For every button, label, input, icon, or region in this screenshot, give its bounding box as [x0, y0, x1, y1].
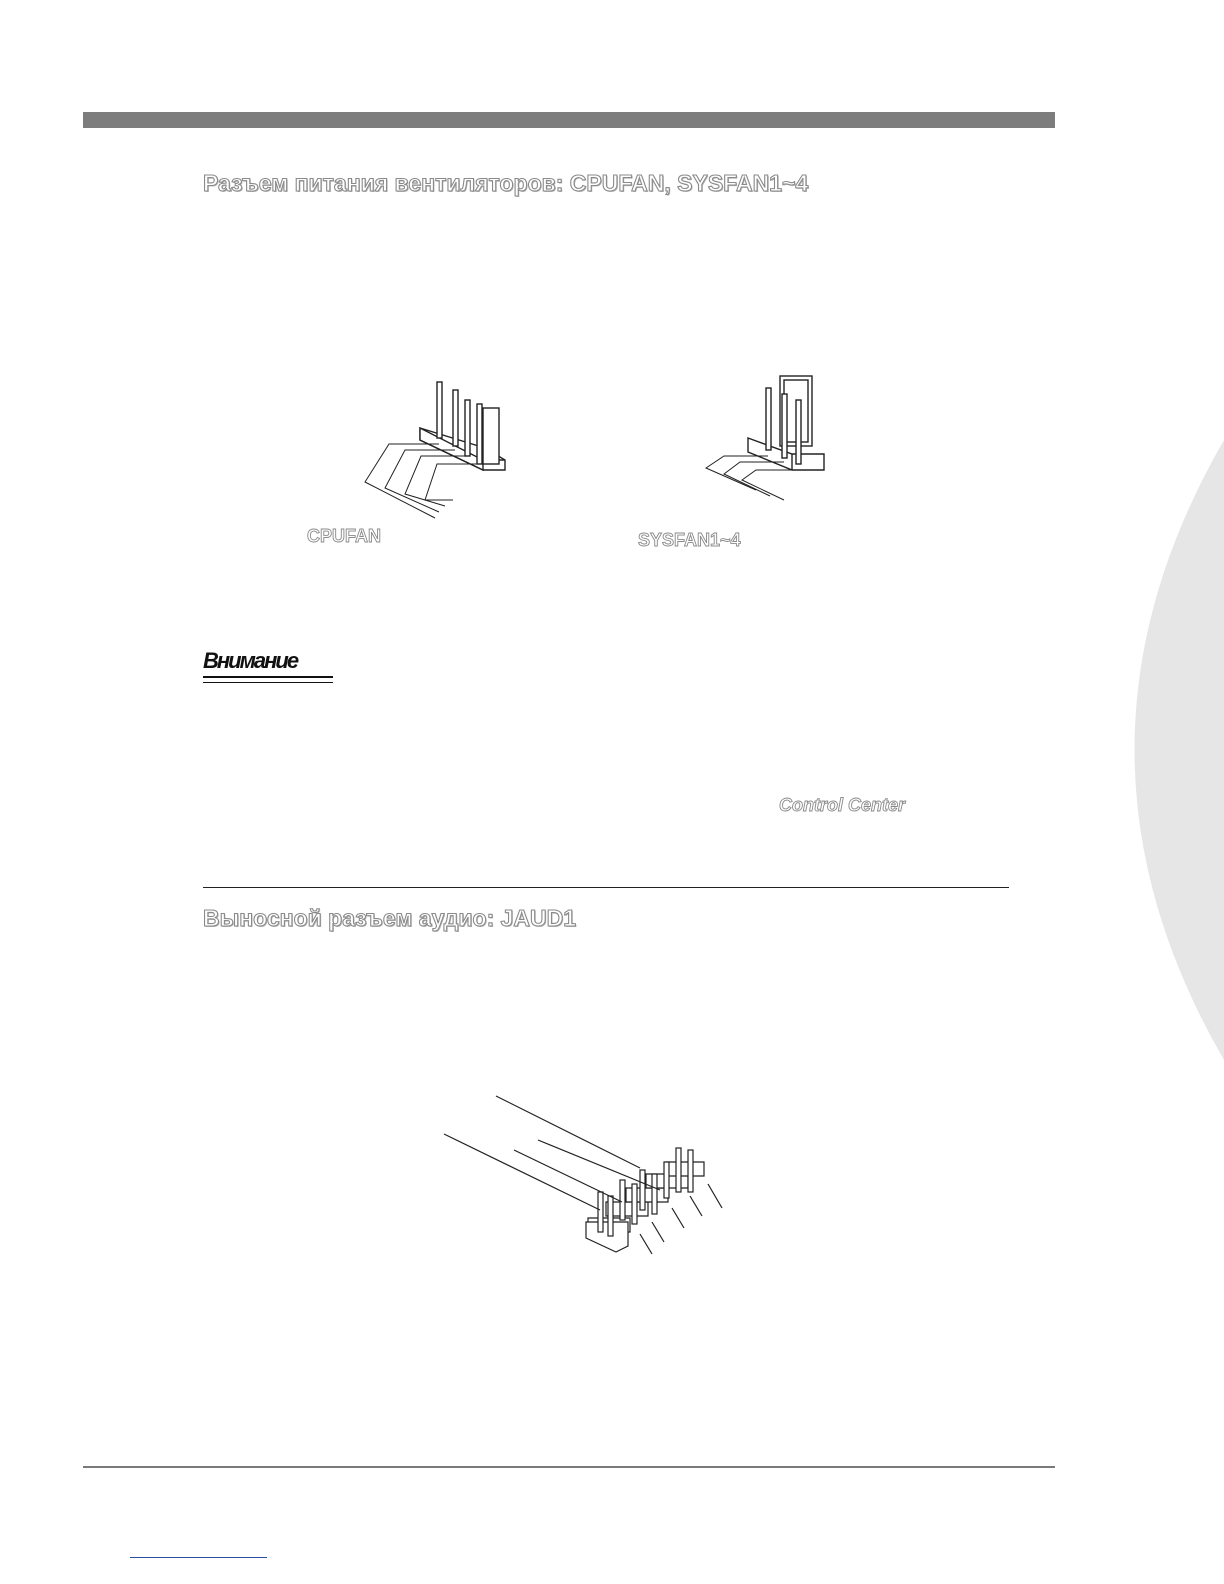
footer-rule — [83, 1466, 1055, 1468]
sysfan-connector-diagram — [700, 372, 830, 504]
section-divider — [203, 887, 1009, 888]
chapter-side-tab — [1055, 430, 1224, 1070]
cpufan-label: CPUFAN — [307, 526, 382, 546]
attention-underline — [203, 676, 333, 678]
jaud1-connector-diagram — [440, 1092, 740, 1262]
attention-heading: Внимание — [203, 648, 298, 673]
attention-underline-thin — [203, 682, 333, 683]
cpufan-connector-diagram — [355, 378, 515, 520]
audio-connector-heading: Выносной разъем аудио: JAUD1 — [203, 905, 577, 931]
sysfan-label: SYSFAN1~4 — [638, 530, 741, 550]
footer-link-underline — [130, 1557, 267, 1558]
fan-connector-heading: Разъем питания вентиляторов: CPUFAN, SYSFAN1~4 — [203, 170, 809, 196]
control-center-software-name: Control Center — [779, 795, 905, 815]
header-bar — [83, 112, 1055, 128]
